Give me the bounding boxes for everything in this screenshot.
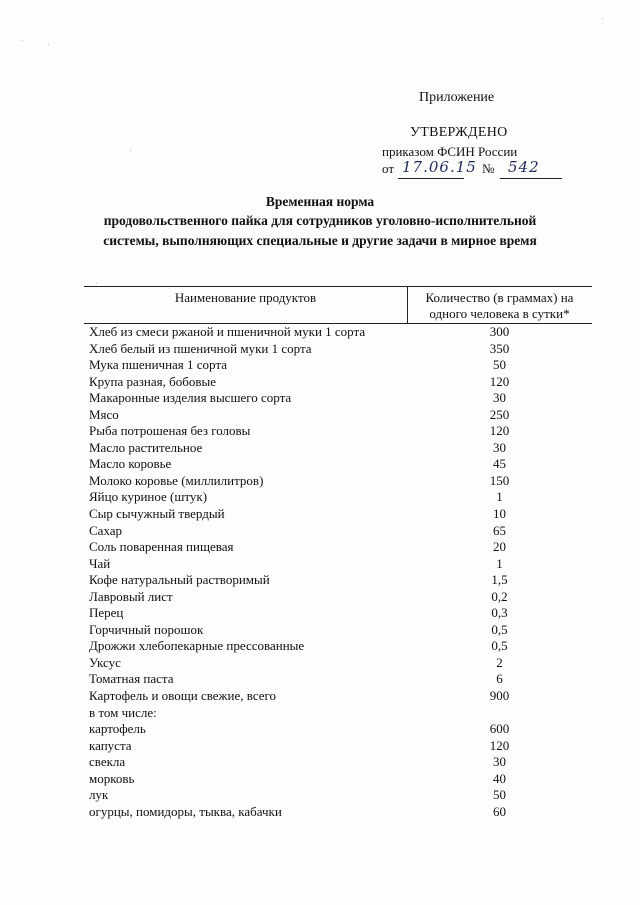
product-quantity: 2: [496, 654, 503, 670]
title-line-3: системы, выполняющих специальные и другие задачи в мирное время: [103, 233, 537, 248]
table-row: [84, 456, 592, 473]
table-row: [84, 754, 592, 771]
product-name: Лавровый лист: [89, 588, 173, 604]
table-top-rule: [84, 286, 592, 287]
product-quantity: 40: [493, 770, 506, 786]
number-prefix: №: [482, 161, 495, 176]
handwritten-number: 542: [508, 158, 540, 176]
product-name: Томатная паста: [89, 671, 174, 687]
title-line-1: Временная норма: [265, 194, 375, 209]
product-name: Сахар: [89, 522, 123, 538]
table-row: [84, 705, 592, 722]
number-underline: [500, 178, 562, 179]
product-quantity: 45: [493, 456, 506, 472]
table-row: [84, 671, 592, 688]
product-quantity: 0,5: [491, 621, 508, 637]
table-row: [84, 622, 592, 639]
table-row: [84, 374, 592, 391]
appendix-label: Приложение: [419, 90, 495, 105]
scan-speck: [602, 18, 603, 19]
product-quantity: 65: [493, 522, 506, 538]
product-name: Картофель и овощи свежие, всего: [89, 688, 277, 704]
table-row: [84, 357, 592, 374]
product-name: Хлеб белый из пшеничной муки 1 сорта: [89, 340, 312, 356]
table-row: [84, 489, 592, 506]
table-body: [84, 324, 592, 820]
product-quantity: 300: [489, 324, 510, 339]
column-header-quantity-line-2: одного человека в сутки*: [429, 306, 570, 321]
date-underline: [398, 178, 464, 179]
table-row: [84, 721, 592, 738]
product-quantity: 60: [493, 803, 506, 819]
table-row: [84, 605, 592, 622]
table-row: [84, 390, 592, 407]
product-quantity: 30: [493, 439, 506, 455]
product-quantity: 10: [493, 506, 506, 522]
scan-speck: [130, 150, 131, 151]
product-quantity: 900: [489, 688, 510, 704]
product-name: Перец: [89, 605, 124, 621]
product-name: свекла: [89, 754, 126, 770]
product-name: Чай: [89, 555, 111, 571]
product-quantity: 350: [489, 340, 510, 356]
table-row: [84, 539, 592, 556]
product-name: Молоко коровье (миллилитров): [89, 472, 264, 488]
scan-speck: [48, 44, 49, 45]
product-name: Масло коровье: [89, 456, 172, 472]
column-header-quantity-line-1: Количество (в граммах) на: [425, 290, 574, 305]
product-name: капуста: [89, 737, 132, 753]
table-row: [84, 787, 592, 804]
product-name: огурцы, помидоры, тыква, кабачки: [89, 803, 282, 819]
product-name: картофель: [89, 721, 146, 737]
product-quantity: 150: [489, 472, 510, 488]
date-prefix: от: [382, 161, 395, 176]
table-row: [84, 638, 592, 655]
product-quantity: 50: [493, 787, 506, 803]
product-quantity: 50: [493, 357, 506, 373]
product-name: Макаронные изделия высшего сорта: [89, 390, 292, 406]
product-quantity: 0,2: [491, 588, 508, 604]
approved-label: УТВЕРЖДЕНО: [410, 125, 508, 140]
table-row: [84, 556, 592, 573]
table-row: [84, 738, 592, 755]
column-header-quantity: [407, 290, 592, 322]
table-row: [84, 589, 592, 606]
product-name: Хлеб из смеси ржаной и пшеничной муки 1 сорта: [89, 324, 366, 339]
column-header-name: Наименование продуктов: [174, 290, 317, 305]
product-name: Масло растительное: [89, 439, 203, 455]
product-name: Яйцо куриное (штук): [89, 489, 208, 505]
product-quantity: 120: [489, 373, 510, 389]
table-row: [84, 324, 592, 341]
product-quantity: 1: [496, 555, 503, 571]
table-row: [84, 473, 592, 490]
table-row: [84, 688, 592, 705]
product-quantity: 30: [493, 754, 506, 770]
table-row: [84, 423, 592, 440]
table-row: [84, 440, 592, 457]
product-quantity: 120: [489, 737, 510, 753]
product-quantity: 1,5: [491, 572, 508, 588]
product-quantity: 250: [489, 406, 510, 422]
product-name: Рыба потрошеная без головы: [89, 423, 251, 439]
order-label: приказом ФСИН России: [382, 144, 518, 159]
product-name: Уксус: [89, 654, 121, 670]
product-quantity: 600: [489, 721, 510, 737]
product-name: Мясо: [89, 406, 119, 422]
table-row: [84, 341, 592, 358]
table-row: [84, 523, 592, 540]
product-quantity: 30: [493, 390, 506, 406]
table-row: [84, 655, 592, 672]
product-quantity: 120: [489, 423, 510, 439]
product-name: Крупа разная, бобовые: [89, 373, 216, 389]
product-name: лук: [89, 787, 109, 803]
product-name: Соль поваренная пищевая: [89, 539, 234, 555]
product-name: Мука пшеничная 1 сорта: [89, 357, 227, 373]
table-row: [84, 572, 592, 589]
product-quantity: 1: [496, 489, 503, 505]
product-quantity: 0,5: [491, 638, 508, 654]
order-date-number-line: [382, 158, 582, 183]
product-name: Горчичный порошок: [89, 621, 204, 637]
product-name: Кофе натуральный растворимый: [89, 572, 270, 588]
table-row: [84, 407, 592, 424]
product-name: Дрожжи хлебопекарные прессованные: [89, 638, 305, 654]
title-line-2: продовольственного пайка для сотрудников уголовно-исполнительной: [103, 213, 537, 228]
product-quantity: 0,3: [491, 605, 508, 621]
scan-speck: [96, 283, 97, 284]
table-row: [84, 804, 592, 821]
product-name: морковь: [89, 770, 135, 786]
scan-speck: [22, 40, 23, 41]
product-quantity: 6: [496, 671, 503, 687]
table-row: [84, 506, 592, 523]
handwritten-date: 17.06.15: [402, 158, 477, 176]
table-row: [84, 771, 592, 788]
product-quantity: 20: [493, 539, 506, 555]
product-name: в том числе:: [89, 704, 157, 720]
product-name: Сыр сычужный твердый: [89, 506, 225, 522]
